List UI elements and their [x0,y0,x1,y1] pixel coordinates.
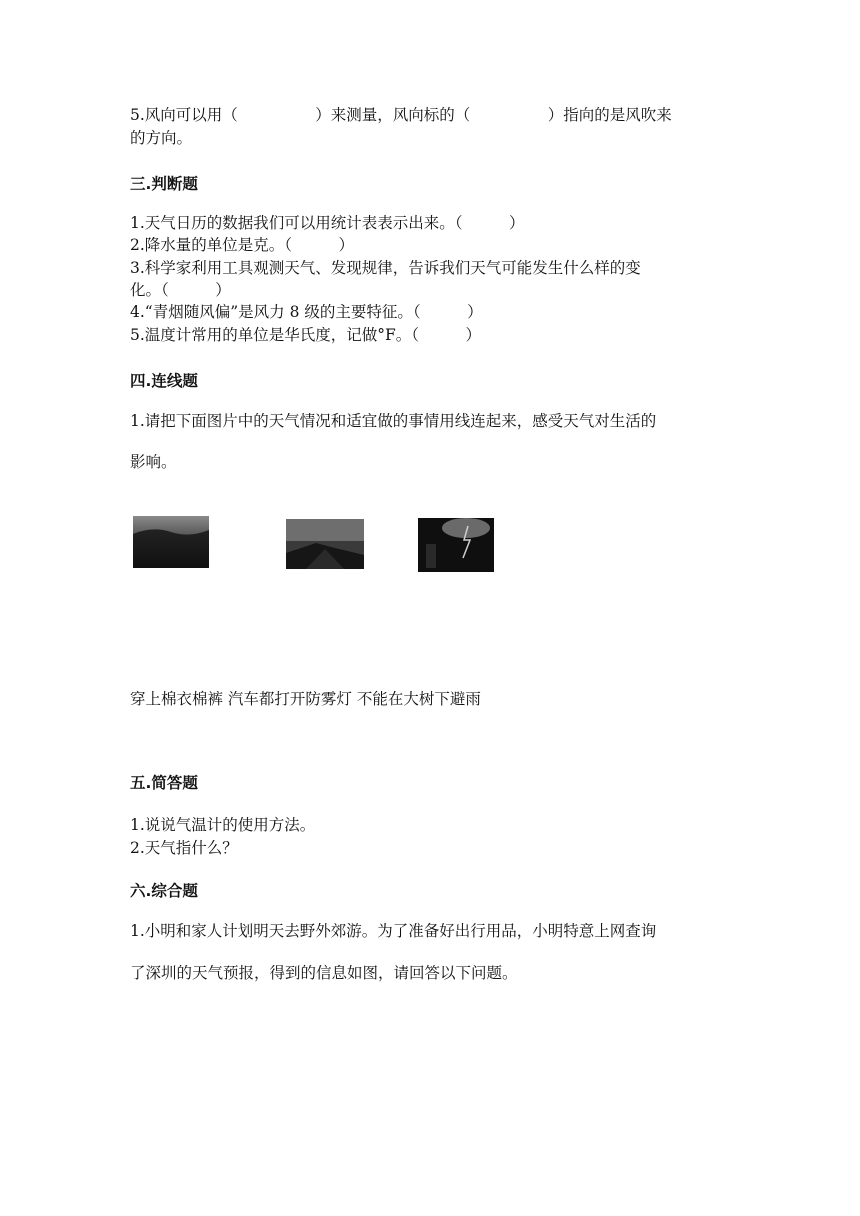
judge-item-1: 1.天气日历的数据我们可以用统计表表示出来。（ ） [130,214,525,232]
judge-item-4: 4.“青烟随风偏”是风力 8 级的主要特征。（ ） [130,303,483,321]
match-options: 穿上棉衣棉裤 汽车都打开防雾灯 不能在大树下避雨 [130,690,481,708]
weather-photo-thunderstorm [418,518,494,572]
judge-item-5: 5.温度计常用的单位是华氏度，记做°F。（ ） [130,326,482,344]
fill-question-5-line2: 的方向。 [130,129,193,147]
match-question-line1: 1.请把下面图片中的天气情况和适宜做的事情用线连起来，感受天气对生活的 [130,412,657,430]
comprehensive-question-line1: 1.小明和家人计划明天去野外郊游。为了准备好出行用品，小明特意上网查询 [130,922,657,940]
section-5-title: 五.简答题 [130,774,198,792]
weather-photo-fog [286,519,364,569]
judge-item-3-line2: 化。（ ） [130,281,231,299]
section-3-title: 三.判断题 [130,175,198,193]
weather-photo-cold [133,516,209,568]
short-answer-item-2: 2.天气指什么？ [130,839,238,857]
section-4-title: 四.连线题 [130,372,198,390]
fill-question-5-line1: 5.风向可以用（ ）来测量，风向标的（ ）指向的是风吹来 [130,106,672,124]
short-answer-item-1: 1.说说气温计的使用方法。 [130,816,316,834]
judge-item-2: 2.降水量的单位是克。（ ） [130,236,355,254]
comprehensive-question-line2: 了深圳的天气预报，得到的信息如图，请回答以下问题。 [130,964,518,982]
judge-item-3-line1: 3.科学家利用工具观测天气、发现规律，告诉我们天气可能发生什么样的变 [130,259,641,277]
match-question-line2: 影响。 [130,453,177,471]
section-6-title: 六.综合题 [130,882,198,900]
